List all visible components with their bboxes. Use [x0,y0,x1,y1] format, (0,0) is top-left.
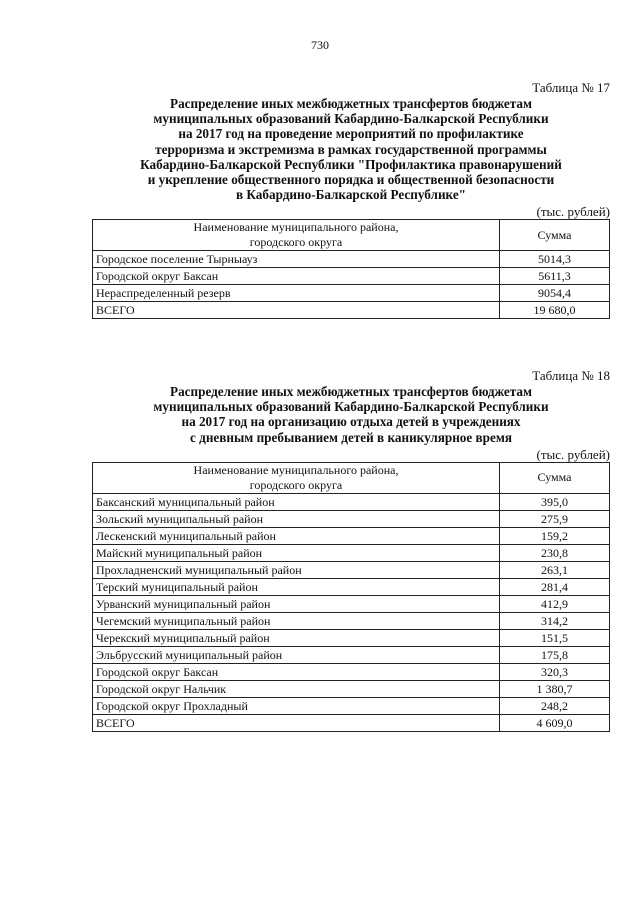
row-name: Городской округ Баксан [93,268,500,285]
table-17-label: Таблица № 17 [532,80,610,95]
table-row [93,612,610,629]
table-17-units: (тыс. рублей) [536,204,610,220]
row-name: Зольский муниципальный район [93,510,500,527]
name-column-header [93,462,500,493]
row-value: 9054,4 [500,285,610,302]
total-row [93,714,610,731]
row-value: 175,8 [500,646,610,663]
table-17-title-line: на 2017 год на проведение мероприятий по профилактике [178,126,524,142]
total-row [93,302,610,319]
row-name: Майский муниципальный район [93,544,500,561]
row-value: 263,1 [500,561,610,578]
row-name: Лескенский муниципальный район [93,527,500,544]
table-row [93,268,610,285]
table-row [93,510,610,527]
row-value: 5014,3 [500,251,610,268]
row-value: 159,2 [500,527,610,544]
table-18 [92,462,610,732]
row-value: 5611,3 [500,268,610,285]
table-17-title-line: Кабардино-Балкарской Республики "Профилактика правонарушений [140,156,562,172]
table-row [93,629,610,646]
table-row [93,285,610,302]
table-17-title-line: терроризма и экстремизма в рамках государственной программы [155,141,547,157]
table-row [93,595,610,612]
table-row [93,251,610,268]
sum-column-header: Сумма [500,220,610,251]
row-name: Прохладненский муниципальный район [93,561,500,578]
header-line: городского округа [249,235,343,250]
table-18-title-line: Распределение иных межбюджетных трансфертов бюджетам [170,384,532,399]
table-row [93,544,610,561]
header-line: Наименование муниципального района, [193,220,399,235]
row-name: Городской округ Прохладный [93,697,500,714]
table-18-section [92,368,610,732]
table-17-title [92,96,610,202]
row-name: Баксанский муниципальный район [93,493,500,510]
table-header-row [93,462,610,493]
table-17-title-line: Распределение иных межбюджетных трансфертов бюджетам [170,96,532,111]
row-value: 19 680,0 [500,302,610,319]
row-name: Урванский муниципальный район [93,595,500,612]
row-name: Черекский муниципальный район [93,629,500,646]
name-column-header [93,220,500,251]
row-name: Эльбрусский муниципальный район [93,646,500,663]
table-17-title-line: муниципальных образований Кабардино-Балкарской Республики [153,111,549,127]
row-name: Терский муниципальный район [93,578,500,595]
row-name: Нераспределенный резерв [93,285,500,302]
table-18-title [92,384,610,445]
table-row [93,561,610,578]
table-18-label: Таблица № 18 [532,368,610,383]
row-value: 248,2 [500,697,610,714]
table-18-units: (тыс. рублей) [536,446,610,462]
table-17 [92,219,610,319]
table-18-title-line: на 2017 год на организацию отдыха детей в учреждениях [181,414,521,430]
page-number: 730 [311,38,329,52]
row-value: 395,0 [500,493,610,510]
table-header-row [93,220,610,251]
row-value: 412,9 [500,595,610,612]
row-name: Городской округ Нальчик [93,680,500,697]
table-row [93,527,610,544]
table-18-title-line: муниципальных образований Кабардино-Балкарской Республики [153,399,549,415]
table-18-title-line: с дневным пребыванием детей в каникулярное время [190,429,512,445]
header-line: городского округа [249,477,343,492]
table-17-section [92,80,610,319]
row-value: 275,9 [500,510,610,527]
table-row [93,663,610,680]
table-row [93,697,610,714]
table-row [93,680,610,697]
header-line: Наименование муниципального района, [193,462,399,477]
row-name: Чегемский муниципальный район [93,612,500,629]
sum-column-header: Сумма [500,462,610,493]
row-value: 1 380,7 [500,680,610,697]
row-name: ВСЕГО [93,302,500,319]
table-row [93,493,610,510]
row-name: Городской округ Баксан [93,663,500,680]
table-row [93,578,610,595]
row-value: 314,2 [500,612,610,629]
row-name: ВСЕГО [93,714,500,731]
row-name: Городское поселение Тырныауз [93,251,500,268]
row-value: 151,5 [500,629,610,646]
row-value: 4 609,0 [500,714,610,731]
table-row [93,646,610,663]
row-value: 320,3 [500,663,610,680]
row-value: 281,4 [500,578,610,595]
table-17-title-line: и укрепление общественного порядка и общественной безопасности [147,172,555,188]
table-17-title-line: в Кабардино-Балкарской Республике" [236,187,466,203]
row-value: 230,8 [500,544,610,561]
